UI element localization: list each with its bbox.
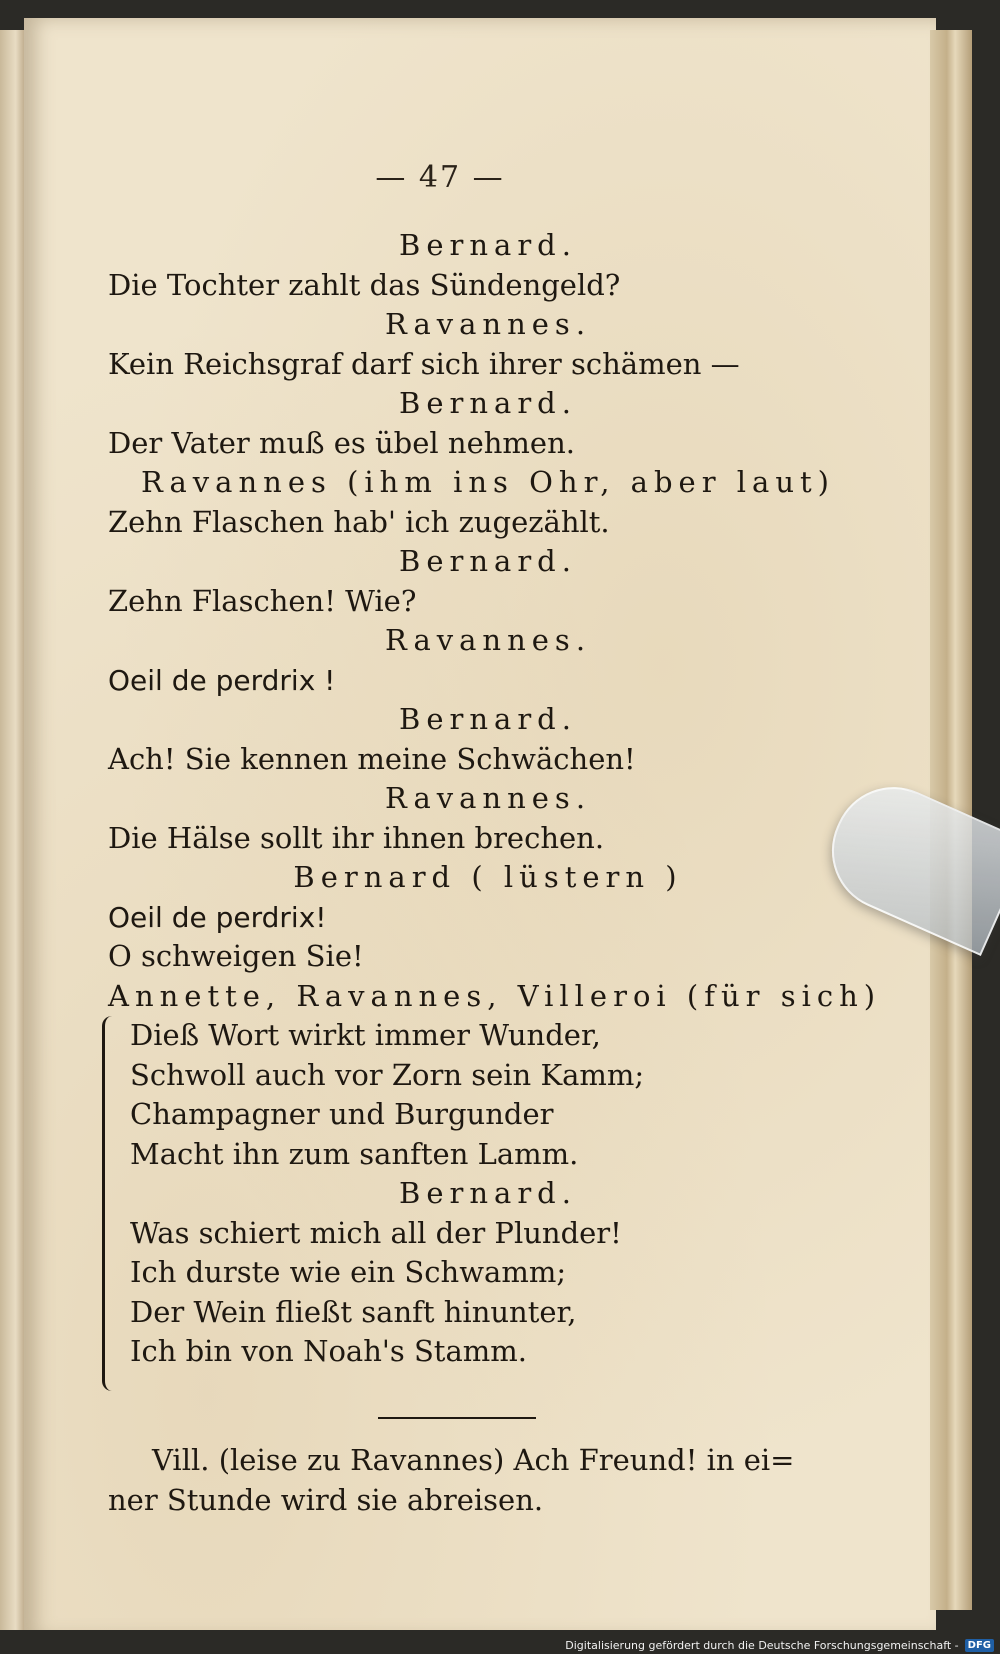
- dfg-credit: [565, 1639, 994, 1652]
- verse-line: Was schiert mich all der Plunder!: [130, 1215, 622, 1250]
- prose-line-2: ner Stunde wird sie abreisen.: [108, 1483, 544, 1517]
- speaker-name: Bernard.: [399, 386, 577, 420]
- verse-line: Zehn Flaschen! Wie?: [108, 583, 417, 618]
- speaker-with-direction: Ravannes (ihm ins Ohr, aber laut): [141, 465, 835, 499]
- speaker-name: Ravannes.: [384, 623, 592, 657]
- verse-line: Zehn Flaschen hab' ich zugezählt.: [108, 504, 610, 539]
- prose-line-1: Vill. (leise zu Ravannes) Ach Freund! in ei=: [152, 1443, 795, 1477]
- verse-line: Oeil de perdrix!: [108, 900, 327, 934]
- speaker-name: Bernard.: [399, 228, 577, 262]
- verse-line: Ich durste wie ein Schwamm;: [130, 1255, 567, 1289]
- speaker-name: Ravannes.: [384, 781, 592, 815]
- verse-line: Macht ihn zum sanften Lamm.: [130, 1136, 579, 1171]
- section-rule: [378, 1417, 536, 1419]
- verse-brace: [102, 1016, 125, 1391]
- speaker-name: Bernard.: [399, 702, 577, 736]
- speaker-with-direction: Bernard ( lüstern ): [293, 860, 683, 894]
- verse-line: Ich bin von Noah's Stamm.: [130, 1334, 527, 1368]
- speaker-name: Bernard.: [399, 544, 577, 578]
- page-number: — 47 —: [375, 160, 505, 195]
- verse-line: Oeil de perdrix !: [108, 663, 336, 697]
- prose-paragraph: [108, 1440, 868, 1520]
- verse-line: Die Hälse sollt ihr ihnen brechen.: [108, 820, 605, 855]
- book-spine-edge: [0, 30, 26, 1630]
- speaker-name: Ravannes.: [384, 307, 592, 341]
- speaker-group: Annette, Ravannes, Villeroi (für sich): [108, 978, 882, 1013]
- scan-footer-bar: [0, 1630, 1000, 1654]
- play-text: [108, 226, 882, 1372]
- dfg-logo: DFG: [965, 1639, 994, 1652]
- verse-line: Kein Reichsgraf darf sich ihrer schämen —: [108, 346, 740, 381]
- verse-line: Der Vater muß es übel nehmen.: [108, 425, 575, 460]
- verse-line: Schwoll auch vor Zorn sein Kamm;: [130, 1057, 645, 1092]
- verse-line: Champagner und Burgunder: [130, 1097, 554, 1131]
- verse-line: Ach! Sie kennen meine Schwächen!: [108, 741, 636, 776]
- verse-line: Die Tochter zahlt das Sündengeld?: [108, 267, 621, 302]
- speaker-name: Bernard.: [399, 1176, 577, 1210]
- credit-text: Digitalisierung gefördert durch die Deutsche Forschungsgemeinschaft -: [565, 1639, 959, 1652]
- verse-line: O schweigen Sie!: [108, 939, 364, 973]
- verse-line: Der Wein fließt sanft hinunter,: [130, 1294, 577, 1329]
- verse-line: Dieß Wort wirkt immer Wunder,: [130, 1018, 601, 1052]
